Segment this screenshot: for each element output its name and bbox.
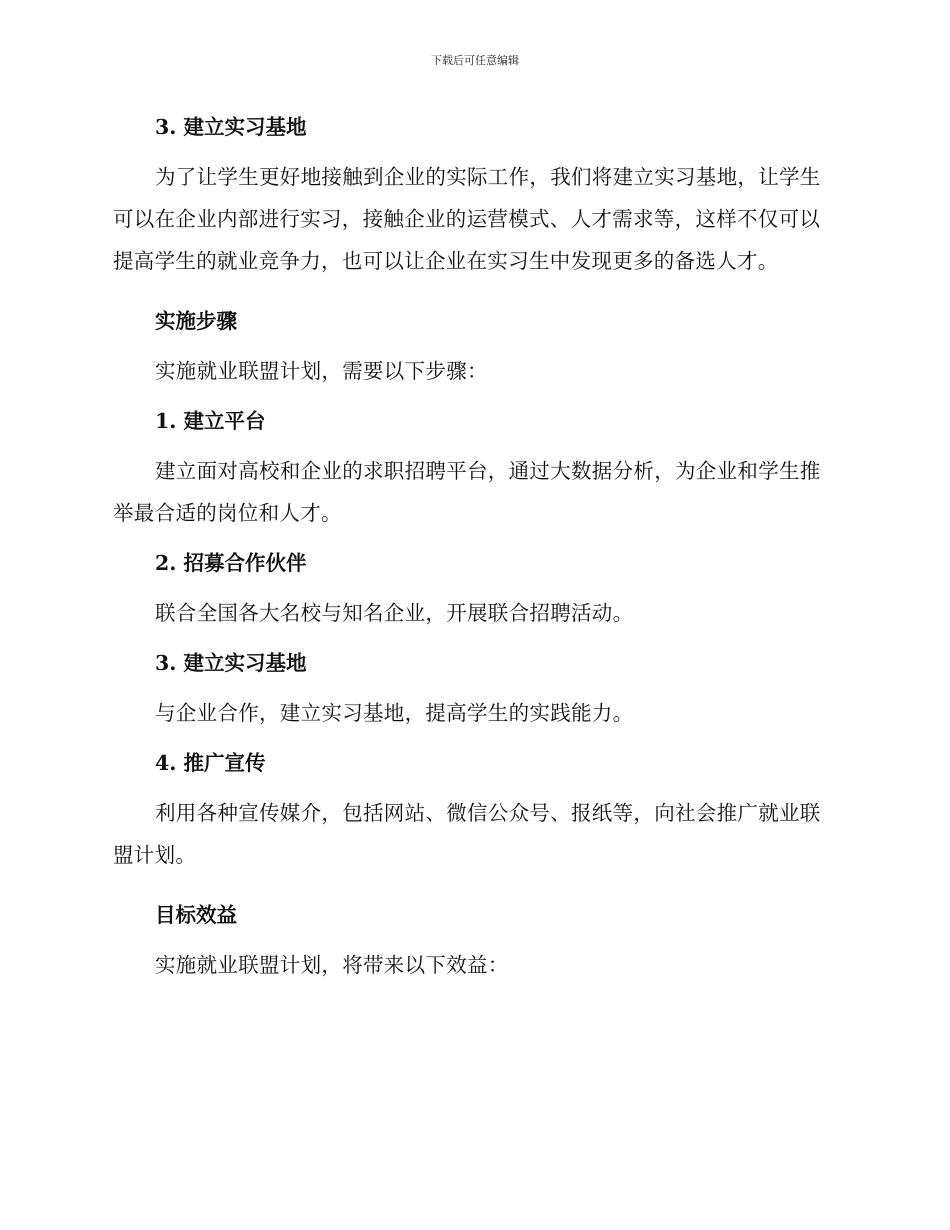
paragraph: 实施就业联盟计划，需要以下步骤： — [155, 359, 488, 383]
page-header: 下载后可任意编辑 — [431, 54, 519, 67]
section-heading: 3. 建立实习基地 — [155, 651, 307, 675]
document-body — [113, 112, 833, 986]
section-heading: 2. 招募合作伙伴 — [155, 551, 307, 575]
paragraph: 联合全国各大名校与知名企业，开展联合招聘活动。 — [155, 601, 634, 625]
paragraph: 实施就业联盟计划，将带来以下效益： — [155, 953, 509, 977]
section-heading: 目标效益 — [155, 903, 237, 927]
paragraph: 为了让学生更好地接触到企业的实际工作，我们将建立实习基地，让学生可以在企业内部进行实习，接触企业的运营模式、人才需求等，这样不仅可以提高学生的就业竞争力，也可以让企业在实习生中发现更多的备选人才。 — [113, 165, 821, 273]
paragraph: 利用各种宣传媒介，包括网站、微信公众号、报纸等，向社会推广就业联盟计划。 — [113, 801, 821, 867]
section-heading: 1. 建立平台 — [155, 409, 266, 433]
paragraph: 建立面对高校和企业的求职招聘平台，通过大数据分析，为企业和学生推举最合适的岗位和人才。 — [113, 459, 821, 525]
section-heading: 3. 建立实习基地 — [155, 115, 307, 139]
section-heading: 4. 推广宣传 — [155, 751, 266, 775]
paragraph: 与企业合作，建立实习基地，提高学生的实践能力。 — [155, 701, 634, 725]
section-heading: 实施步骤 — [155, 309, 237, 333]
